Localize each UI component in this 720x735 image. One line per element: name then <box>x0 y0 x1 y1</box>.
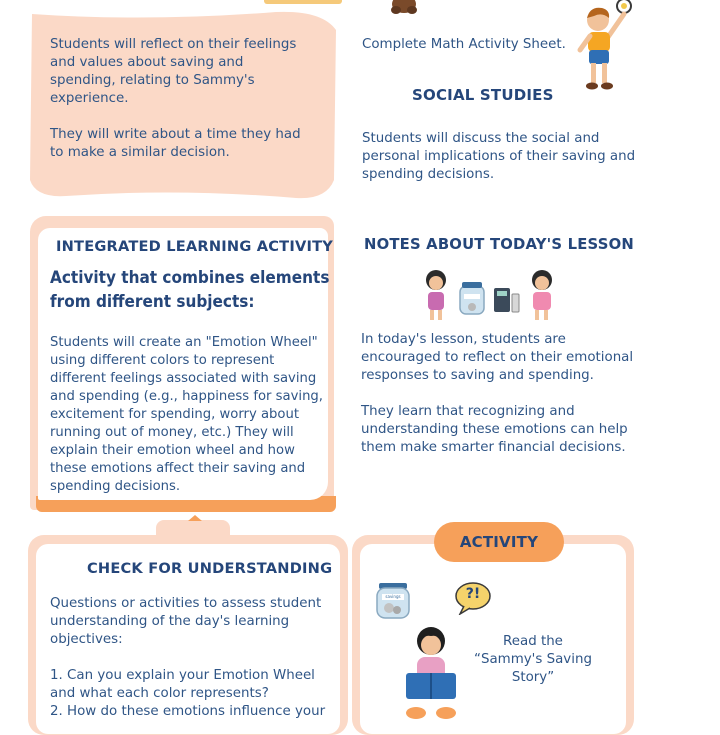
integrated-text: Students will create an "Emotion Wheel" using different colors to represent different feelings associated with saving and spending (e.g., happiness for saving, excitement for spending, worry about running out of money, etc.) They will explain their emotion wheel and how these emotions affect their saving and spending decisions. <box>50 335 323 494</box>
check-heading: CHECK FOR UNDERSTANDING <box>87 560 333 577</box>
activity-instructions <box>468 633 598 687</box>
activity-line-3: Story” <box>511 670 555 685</box>
integrated-heading: INTEGRATED LEARNING ACTIVITY <box>56 238 334 255</box>
math-text: Complete Math Activity Sheet. <box>362 37 566 52</box>
speech-bubble-icon <box>454 581 492 615</box>
bear-illustration <box>388 0 420 14</box>
speech-bubble-text: ?! <box>465 586 481 602</box>
reading-girl-illustration <box>400 625 462 720</box>
connector-notch <box>188 515 202 521</box>
notes-text-2: They learn that recognizing and understanding these emotions can help them make smarter financial decisions. <box>361 404 628 455</box>
notes-heading: NOTES ABOUT TODAY'S LESSON <box>364 236 634 253</box>
social-studies-text: Students will discuss the social and personal implications of their saving and spending decisions. <box>362 131 636 182</box>
integrated-subheading: Activity that combines elements from different subjects: <box>50 268 330 312</box>
social-studies-heading: SOCIAL STUDIES <box>412 86 554 104</box>
activity-heading: ACTIVITY <box>459 533 539 551</box>
savings-jar-label: savings <box>382 594 404 600</box>
reflection-text-2: They will write about a time they had to make a similar decision. <box>50 127 301 160</box>
activity-line-2: “Sammy's Saving <box>474 652 592 667</box>
reflection-text-1: Students will reflect on their feelings and values about saving and spending, relating to Sammy's experience. <box>50 37 297 106</box>
check-question-2: 2. How do these emotions influence your <box>50 704 326 719</box>
boy-illustration <box>566 0 646 96</box>
notes-text-1: In today's lesson, students are encouraged to reflect on their emotional responses to saving and spending. <box>361 332 634 383</box>
top-decoration <box>264 0 342 4</box>
savings-jar-icon <box>374 581 412 619</box>
reflection-card <box>50 36 310 162</box>
check-question-1: 1. Can you explain your Emotion Wheel and what each color represents? <box>50 668 315 701</box>
check-body <box>50 595 334 721</box>
kids-savings-illustration <box>420 266 562 322</box>
activity-line-1: Read the <box>503 634 563 649</box>
notes-body <box>361 331 637 457</box>
check-intro: Questions or activities to assess student understanding of the day's learning objectives: <box>50 596 322 647</box>
